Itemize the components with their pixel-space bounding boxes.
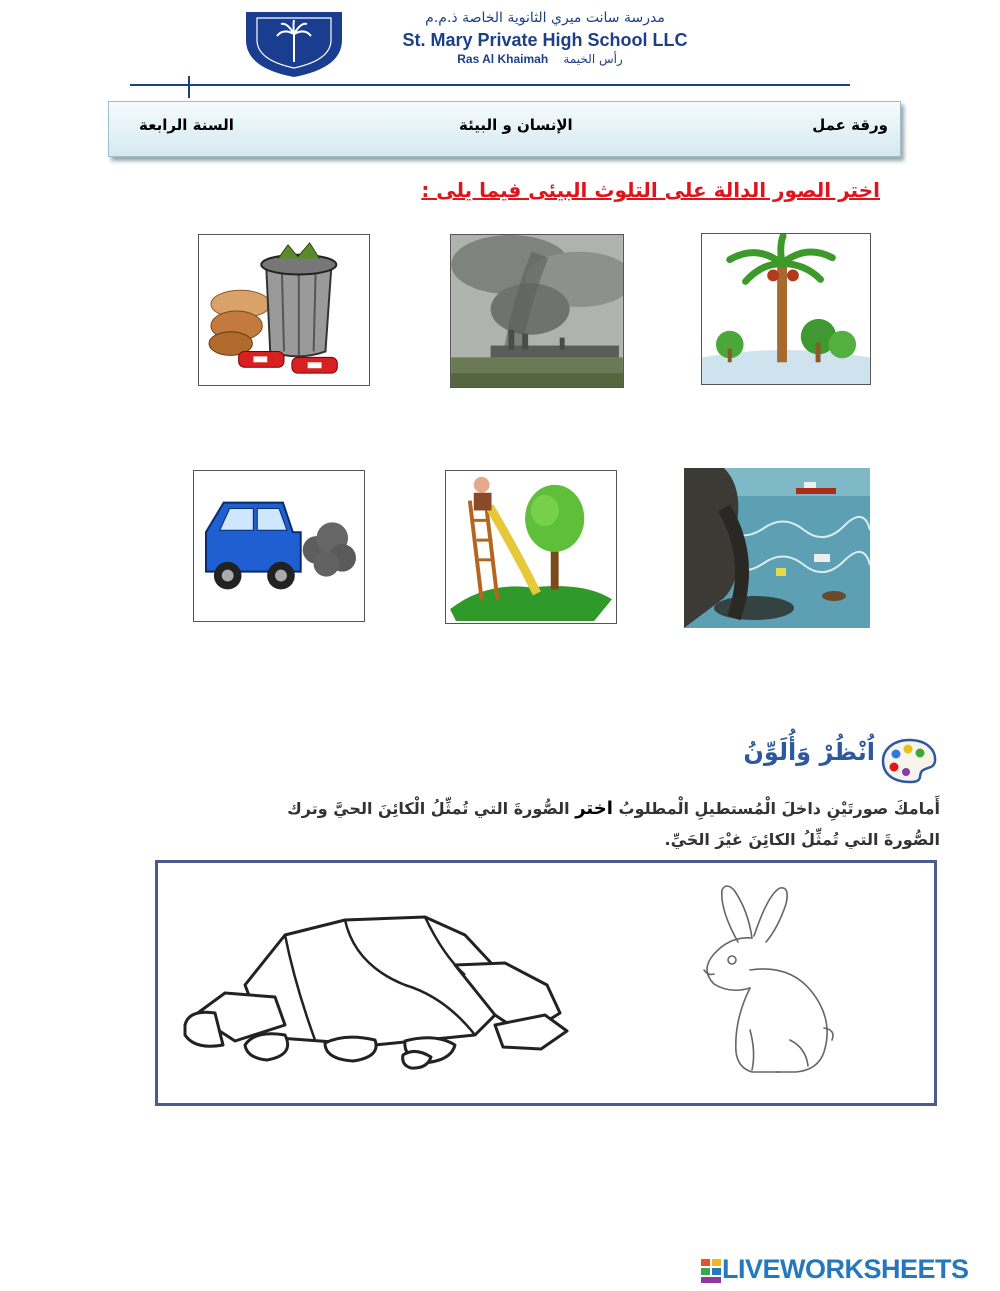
worksheet-label: ورقة عمل (812, 116, 888, 134)
picture-trash-can[interactable] (198, 234, 370, 386)
subject-label: الإنسان و البيئة (459, 116, 573, 134)
exercise2-instruction-line1 (150, 798, 940, 819)
school-name-english: St. Mary Private High School LLC (402, 30, 688, 50)
trash-can-icon (199, 235, 369, 385)
header-divider-tick (188, 76, 190, 98)
rabbit-drawing[interactable] (690, 880, 840, 1080)
location-english: Ras Al Khaimah (457, 52, 549, 66)
factory-smoke-icon (451, 235, 623, 387)
instruction-keyword: اختر (575, 798, 613, 819)
school-location (410, 52, 670, 66)
polluted-water-icon (684, 468, 870, 628)
picture-polluted-water[interactable] (684, 468, 870, 628)
playground-slide-icon (446, 471, 616, 623)
instruction-part2: الصُّورةَ التي تُمثِّلُ الْكائِنَ الحيَّ وترك (287, 799, 570, 818)
exercise2-instruction-line2: الصُّورةَ التي تُمثِّلُ الكائِنَ غيْرَ الحَيِّ. (664, 830, 940, 849)
liveworksheets-brand: LIVEWORKSHEETS (722, 1254, 969, 1284)
picture-car-exhaust[interactable] (193, 470, 365, 622)
picture-playground-slide[interactable] (445, 470, 617, 624)
header-divider (130, 84, 850, 86)
picture-palm-trees[interactable] (701, 233, 871, 385)
exercise2-title: اُنْظُرْ وَأُلَوِّنُ (743, 738, 875, 766)
title-bar (108, 101, 901, 157)
grade-label: السنة الرابعة (139, 116, 234, 134)
exercise1-instruction: اختر الصور الدالة على التلوث البيئى فيما يلى : (421, 178, 880, 202)
instruction-part1: أَمامكَ صورتَيْنِ داخلَ الْمُستطيلِ الْمطلوبُ (618, 799, 940, 818)
palette-icon (880, 737, 938, 785)
school-logo (243, 10, 345, 78)
liveworksheets-logo-icon (700, 1258, 722, 1284)
rock-drawing[interactable] (175, 905, 575, 1070)
school-name-arabic: مدرسة سانت ميري الثانوية الخاصة ذ.م.م (425, 10, 665, 26)
car-exhaust-icon (194, 471, 364, 621)
palm-trees-icon (702, 234, 870, 384)
picture-factory-smoke[interactable] (450, 234, 624, 388)
location-arabic: رأس الخيمة (563, 52, 623, 66)
